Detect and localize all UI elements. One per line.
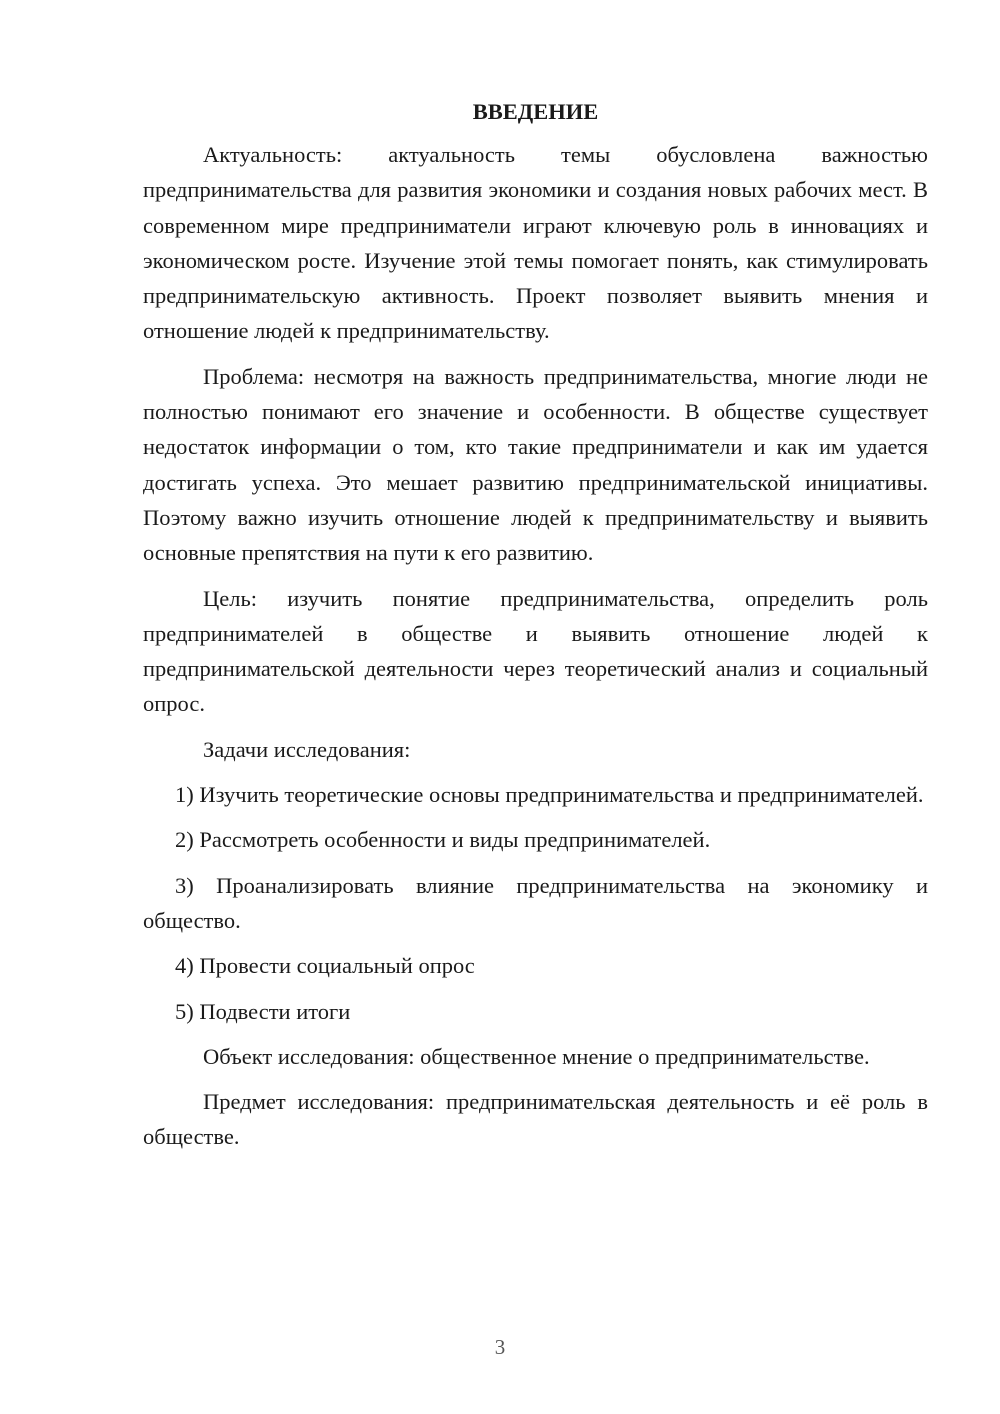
subject-paragraph: Предмет исследования: предпринимательская деятельность и её роль в обществе. [143, 1089, 928, 1150]
page-content [143, 94, 928, 1155]
task-item-1: 1) Изучить теоретические основы предпринимательства и предпринимателей. [175, 782, 924, 808]
relevance-paragraph: Актуальность: актуальность темы обусловлена важностью предпринимательства для развития экономики и создания новых рабочих мест. В современном мире предприниматели играют ключевую роль в инновациях и экономическом росте. Изучение этой темы помогает понять, как стимулировать предпринимательскую активность. Проект позволяет выявить мнения и отношение людей к предпринимательству. [143, 142, 928, 344]
task-item-4: 4) Провести социальный опрос [175, 953, 475, 979]
section-title: ВВЕДЕНИЕ [472, 99, 599, 124]
tasks-heading: Задачи исследования: [203, 736, 411, 762]
goal-paragraph: Цель: изучить понятие предпринимательства, определить роль предпринимателей в обществе и выявить отношение людей к предпринимательской деятельности через теоретический анализ и социальный опрос. [143, 585, 928, 717]
page-number: 3 [494, 1335, 506, 1359]
task-item-3: 3) Проанализировать влияние предпринимательства на экономику и общество. [143, 872, 928, 933]
problem-paragraph: Проблема: несмотря на важность предпринимательства, многие люди не полностью понимают его значение и особенности. В обществе существует недостаток информации о том, кто такие предприниматели и как им удается достигать успеха. Это мешает развитию предпринимательской инициативы. Поэтому важно изучить отношение людей к предпринимательству и выявить основные препятствия на пути к его развитию. [143, 363, 928, 566]
task-item-5: 5) Подвести итоги [175, 998, 351, 1024]
object-paragraph: Объект исследования: общественное мнение о предпринимательстве. [203, 1043, 870, 1069]
task-item-2: 2) Рассмотреть особенности и виды предпринимателей. [175, 827, 711, 853]
